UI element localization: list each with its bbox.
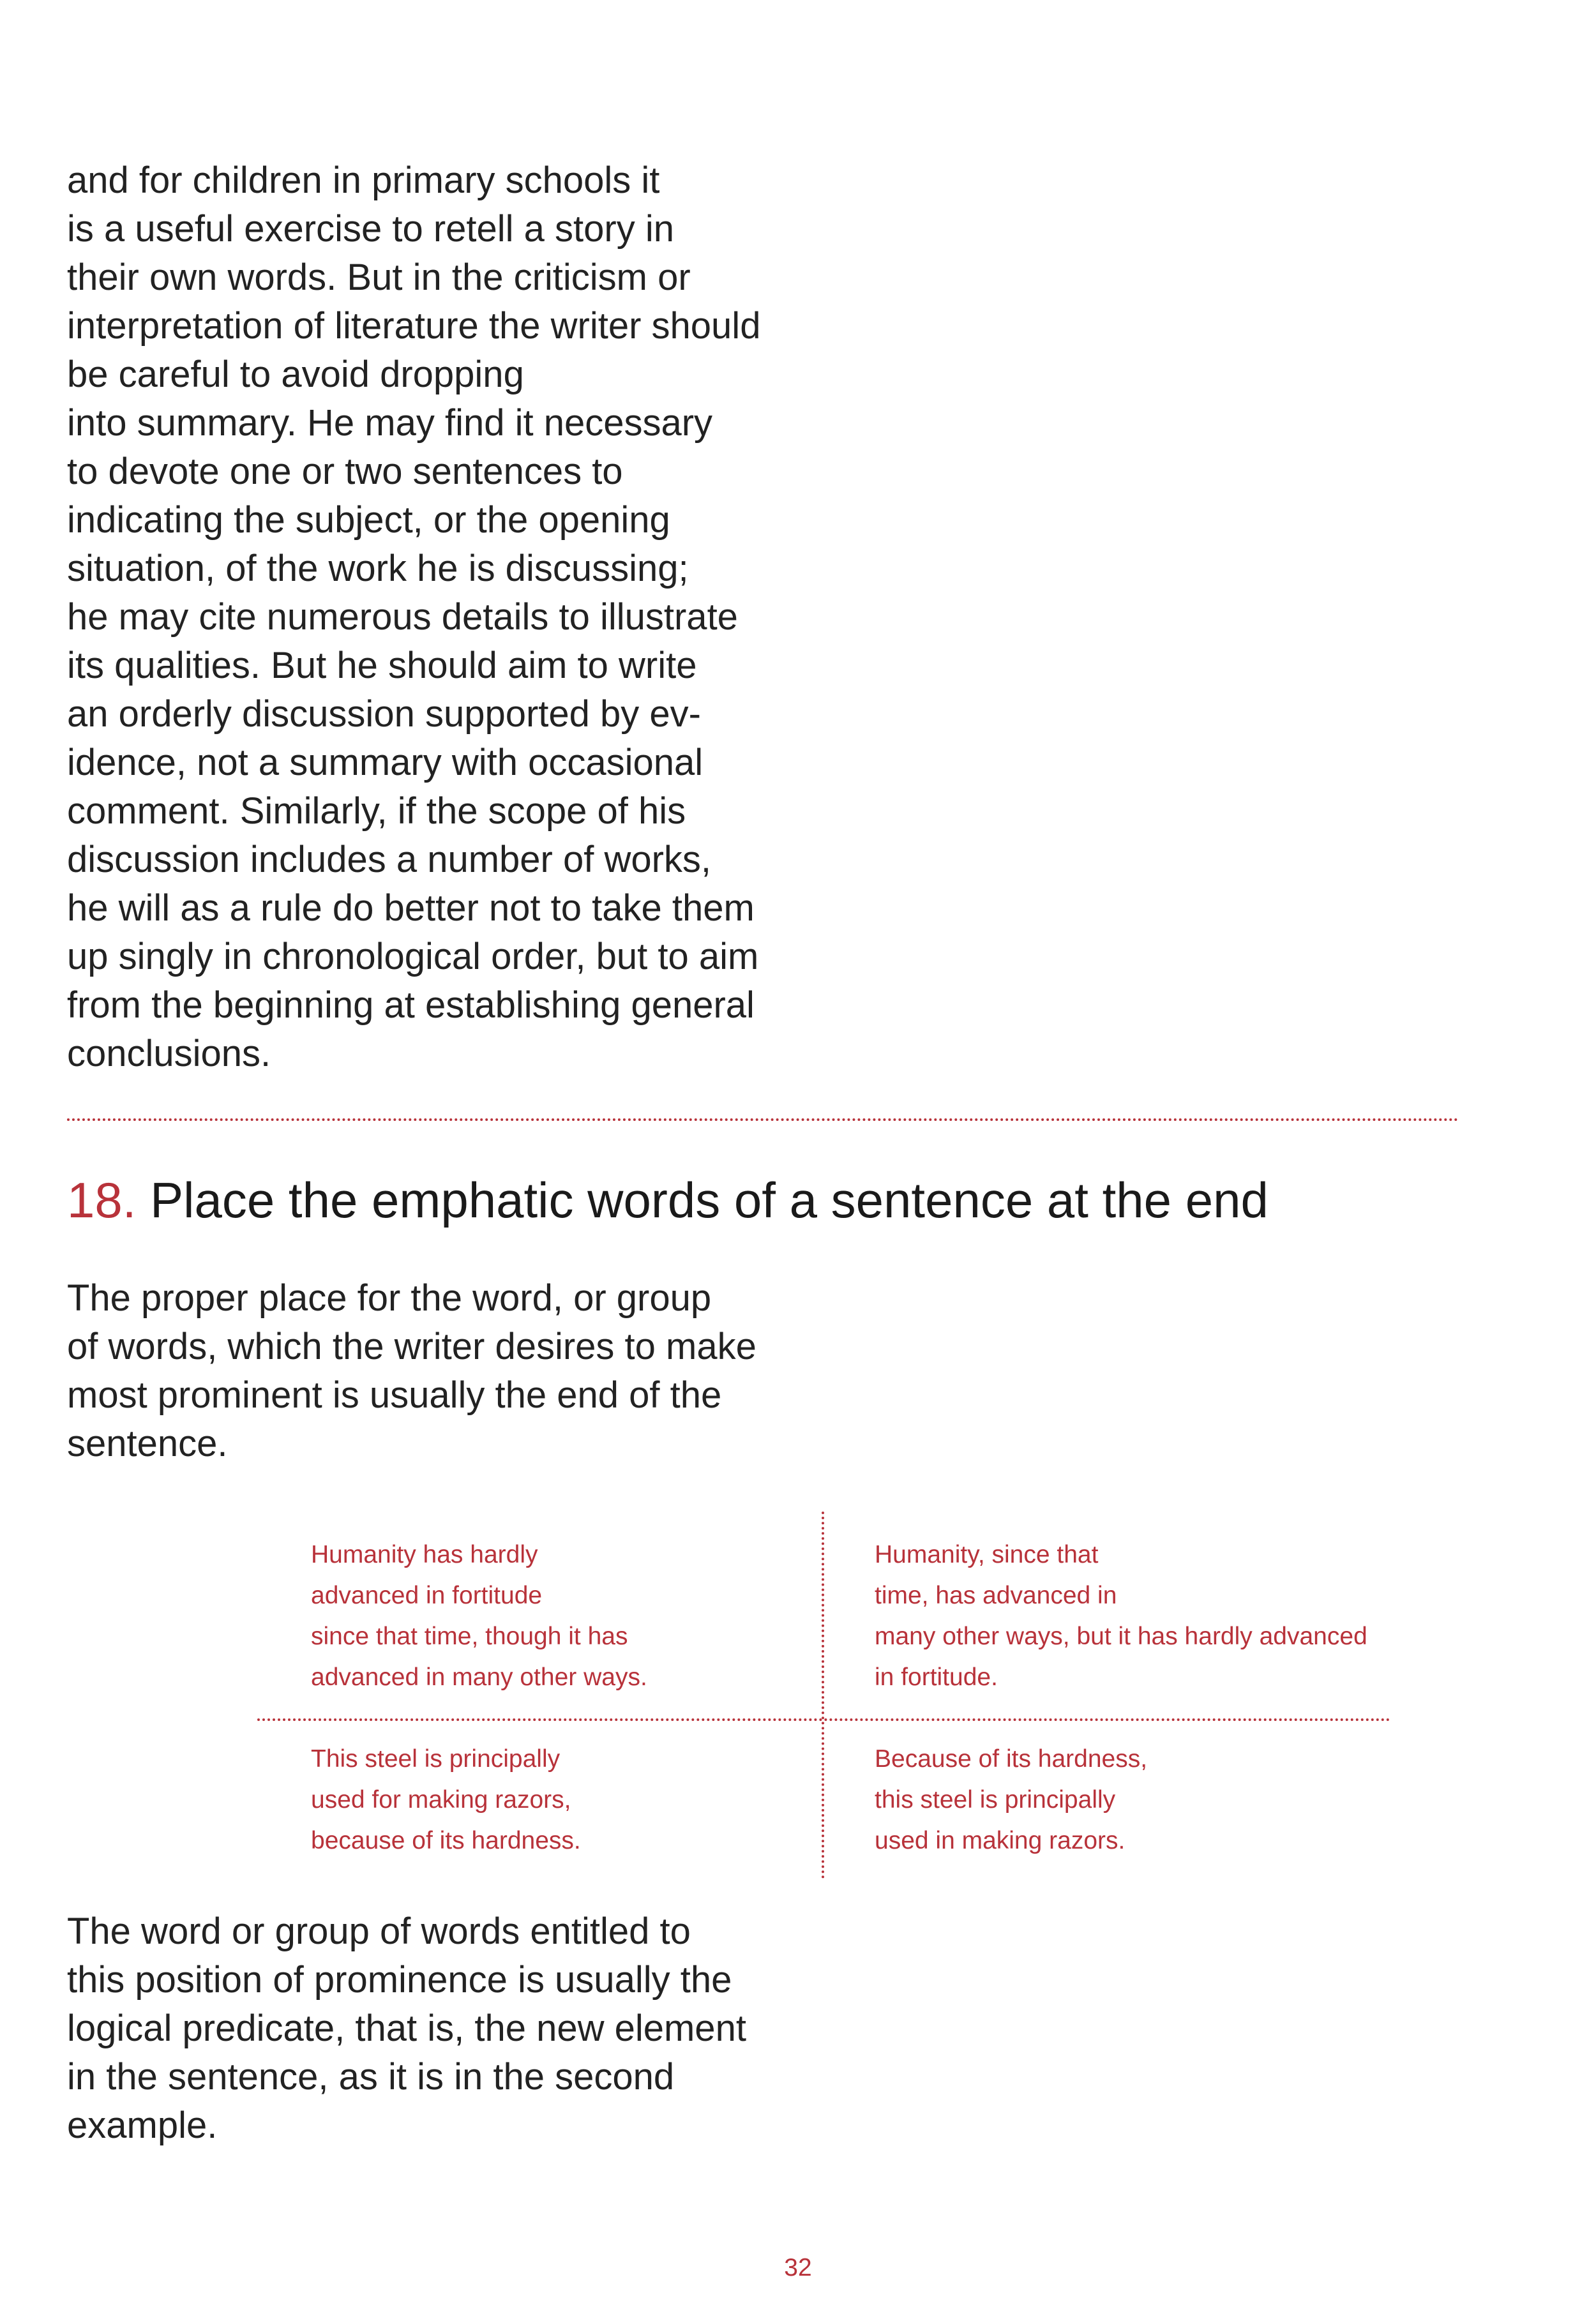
example-line: used for making razors, — [311, 1786, 571, 1814]
intro-line: he may cite numerous details to illustrate — [67, 596, 738, 638]
intro-line: conclusions. — [67, 1033, 271, 1074]
example-line: time, has advanced in — [875, 1582, 1117, 1609]
example-line: in fortitude. — [875, 1664, 998, 1691]
intro-line: discussion includes a number of works, — [67, 839, 712, 880]
paragraph-line: in the sentence, as it is in the second — [67, 2056, 675, 2098]
intro-line: into summary. He may find it necessary — [67, 402, 713, 444]
example-line: Humanity, since that — [875, 1541, 1099, 1568]
intro-line: interpretation of literature the writer should — [67, 305, 761, 347]
paragraph-line: example. — [67, 2105, 218, 2146]
example-line: since that time, though it has — [311, 1623, 628, 1650]
section-heading — [67, 1168, 1269, 1232]
section-divider — [67, 1118, 1459, 1121]
intro-line: idence, not a summary with occasional — [67, 742, 704, 783]
paragraph-line: of words, which the writer desires to make — [67, 1326, 757, 1367]
example-line: Because of its hardness, — [875, 1745, 1148, 1773]
example-line: This steel is principally — [311, 1745, 561, 1773]
paragraph-line: The word or group of words entitled to — [67, 1911, 691, 1952]
intro-line: situation, of the work he is discussing; — [67, 548, 689, 589]
intro-line: be careful to avoid dropping — [67, 354, 524, 395]
example-line: this steel is principally — [875, 1786, 1116, 1814]
example-line: many other ways, but it has hardly advanced — [875, 1623, 1367, 1650]
section-title: Place the emphatic words of a sentence at the end — [150, 1172, 1269, 1228]
examples-vertical-divider — [822, 1512, 824, 1879]
intro-line: their own words. But in the criticism or — [67, 257, 691, 298]
paragraph-line: logical predicate, that is, the new element — [67, 2008, 746, 2049]
paragraph-line: most prominent is usually the end of the — [67, 1374, 722, 1416]
intro-line: up singly in chronological order, but to aim — [67, 936, 759, 977]
paragraph-line: this position of prominence is usually the — [67, 1959, 732, 2001]
paragraph-line: The proper place for the word, or group — [67, 1277, 712, 1319]
section-number: 18. — [67, 1172, 137, 1228]
examples-horizontal-divider — [257, 1718, 1390, 1721]
example-line: used in making razors. — [875, 1827, 1125, 1854]
intro-line: is a useful exercise to retell a story in — [67, 208, 674, 250]
intro-line: from the beginning at establishing general — [67, 984, 755, 1026]
intro-line: he will as a rule do better not to take them — [67, 887, 755, 929]
paragraph-line: sentence. — [67, 1423, 228, 1464]
intro-line: an orderly discussion supported by ev- — [67, 693, 701, 735]
intro-line: indicating the subject, or the opening — [67, 499, 670, 541]
intro-line: and for children in primary schools it — [67, 160, 660, 201]
example-line: because of its hardness. — [311, 1827, 581, 1854]
example-line: advanced in many other ways. — [311, 1664, 647, 1691]
example-line: advanced in fortitude — [311, 1582, 543, 1609]
page-number: 32 — [784, 2254, 812, 2281]
example-line: Humanity has hardly — [311, 1541, 538, 1568]
intro-line: its qualities. But he should aim to write — [67, 645, 697, 686]
intro-line: to devote one or two sentences to — [67, 451, 623, 492]
intro-line: comment. Similarly, if the scope of his — [67, 790, 686, 832]
